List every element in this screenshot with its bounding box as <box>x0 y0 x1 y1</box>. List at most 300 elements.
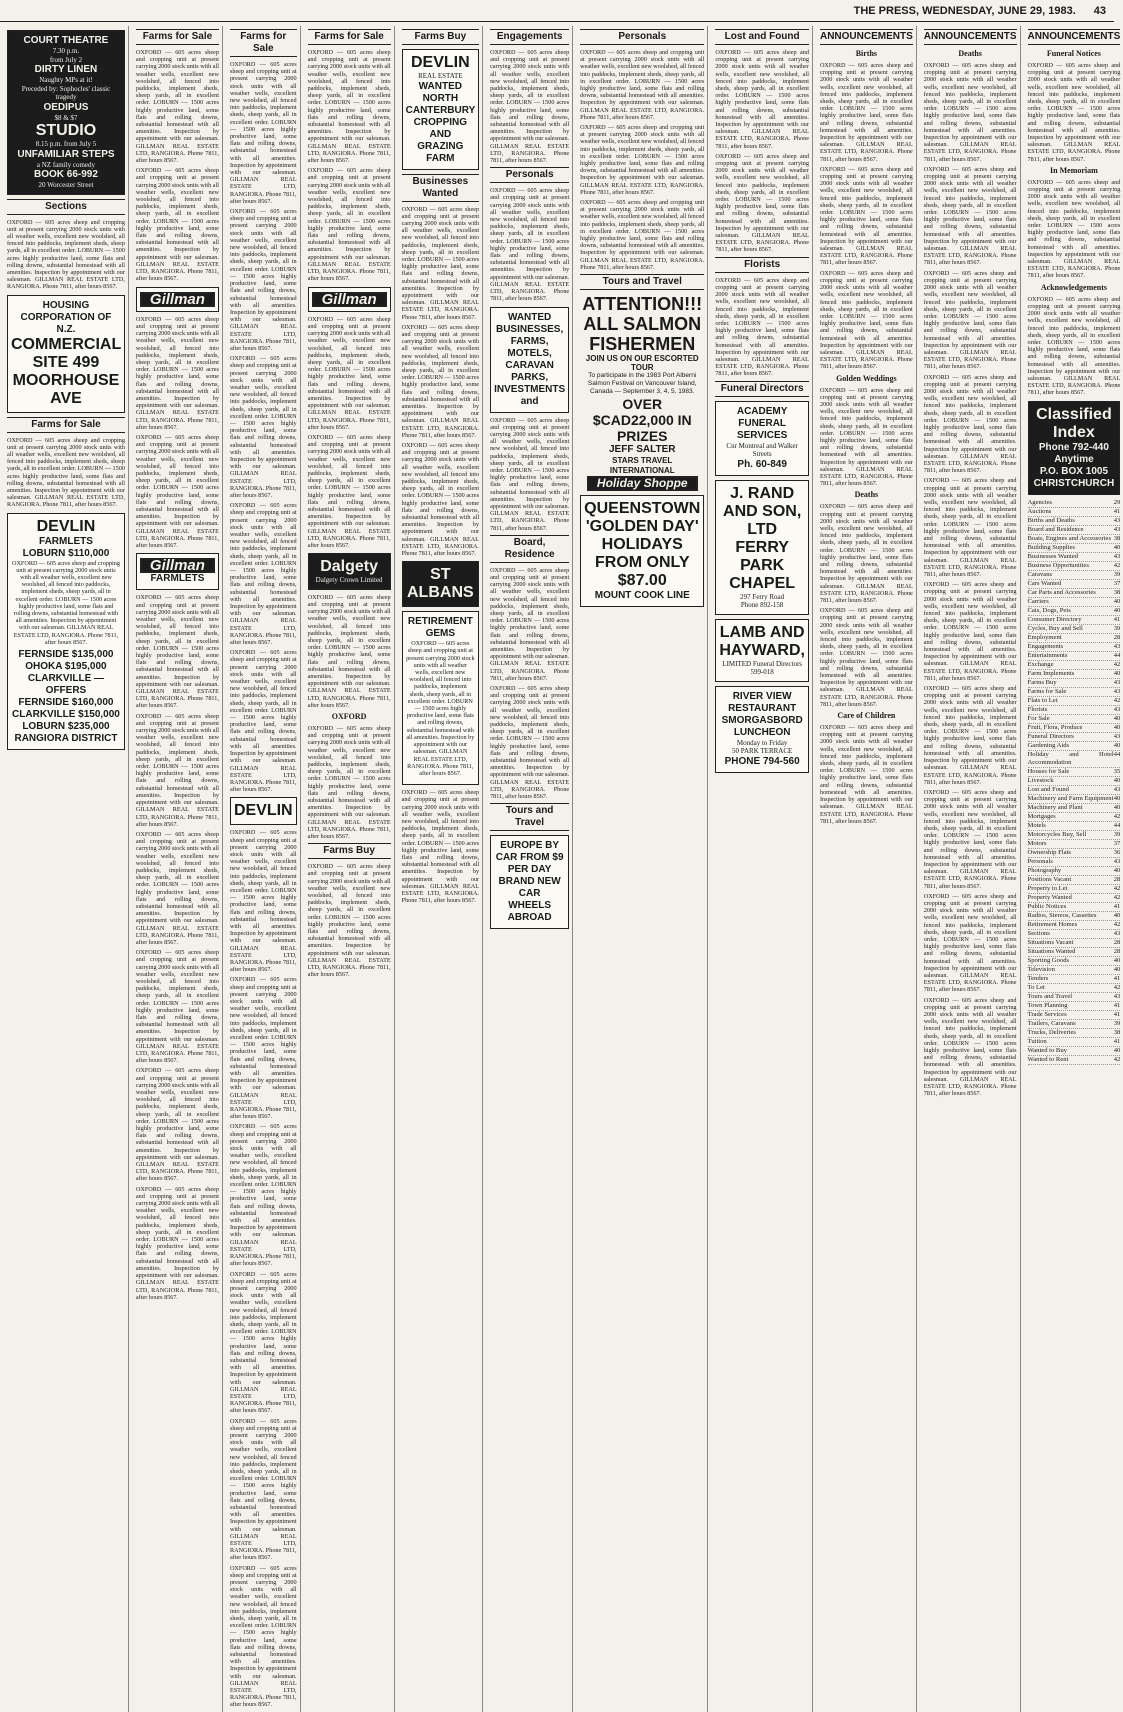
wheels-abroad-title: WHEELS ABROAD <box>507 900 552 924</box>
index-label: Radios, Stereos, Cassettes <box>1027 911 1097 919</box>
column-9 <box>817 26 917 1712</box>
index-label: Farm Implements <box>1027 669 1075 677</box>
academy-address: Cnr Montreal and Walker Streets <box>726 441 798 459</box>
ferry-park-phone: Phone 892-158 <box>740 601 784 610</box>
index-label: Trailers, Caravans <box>1027 1019 1076 1027</box>
court-theatre-name: COURT THEATRE <box>23 35 109 46</box>
index-page: 40 <box>1113 741 1121 749</box>
index-page: 41 <box>1113 902 1121 910</box>
index-row <box>1028 840 1121 849</box>
classified-text: OXFORD — 605 acres sheep and cropping unit at present carrying 2000 stock units with all weather wells, excellent new woolshed, all fenced into paddocks, implement sheds, sheep yards, all in excellent order. LOBURN — 1500 acres highly productive land, some flats and rolling downs, substantial homestead with all amenities. Inspection by appointment with our salesman. GILLMAN REAL ESTATE LTD, RANGIORA. Phone 7811, after hours 8567. <box>135 315 219 431</box>
index-label: Sections <box>1027 929 1050 937</box>
index-page: 41 <box>1113 974 1121 982</box>
index-row <box>1028 984 1121 993</box>
classified-text: OXFORD — 605 acres sheep and cropping unit at present carrying 2000 stock units with all weather wells, excellent new woolshed, all fenced into paddocks, implement sheds, sheep yards, all in excellent order. LOBURN — 1500 acres highly productive land, some flats and rolling downs, substantial homestead with all amenities. Inspection by appointment with our salesman. GILLMAN REAL ESTATE LTD, RANGIORA. Phone 7811, after hours 8567. <box>819 503 913 605</box>
classified-text: OXFORD — 605 acres sheep and cropping unit at present carrying 2000 stock units with all weather wells, excellent new woolshed, all fenced into paddocks, implement sheds, sheep yards, all in excellent order. LOBURN — 1500 acres highly productive land, some flats and rolling downs, substantial homestead with all amenities. Inspection by appointment with our salesman. GILLMAN REAL ESTATE LTD, RANGIORA. Phone 7811, after hours 8567. <box>715 49 809 150</box>
index-page: 37 <box>1113 839 1121 847</box>
court-theatre-ad <box>7 30 125 195</box>
farms-heading: Farms for Sale <box>7 417 125 433</box>
classified-text: OXFORD — 605 acres sheep and cropping unit at present carrying 2000 stock units with all weather wells, excellent new woolshed, all fenced into paddocks, implement sheds, sheep yards, all in excellent order. LOBURN — 1500 acres highly productive land, some flats and rolling downs, substantial homestead with all amenities. Inspection by appointment with our salesman. GILLMAN REAL ESTATE LTD, RANGIORA. Phone 7811, after hours 8567. <box>580 49 705 121</box>
index-row <box>1028 616 1121 625</box>
index-label: Machinery and Plant <box>1027 803 1083 811</box>
index-label: Wanted to Rent <box>1027 1055 1069 1063</box>
academy-funeral-ad <box>715 401 809 476</box>
index-row <box>1028 957 1121 966</box>
column-5 <box>399 26 483 1712</box>
index-page: 42 <box>1113 1055 1121 1063</box>
farms-buy-heading: Farms Buy <box>402 29 479 45</box>
ferry-park-address: 297 Ferry Road <box>740 592 785 601</box>
classified-text: OXFORD — 605 acres sheep and cropping unit at present carrying 2000 stock units with all weather wells, excellent new woolshed, all fenced into paddocks, implement sheds, sheep yards, all in excellent order. LOBURN — 1500 acres highly productive land, some flats and rolling downs, substantial homestead with all amenities. Inspection by appointment with our salesman. GILLMAN REAL ESTATE LTD, RANGIORA. Phone 7811, after hours 8567. <box>580 124 705 196</box>
index-label: Livestock <box>1027 776 1054 784</box>
classified-text: OXFORD — 605 acres sheep and cropping unit at present carrying 2000 stock units with all weather wells, excellent new woolshed, all fenced into paddocks, implement sheds, sheep yards, all in excellent order. LOBURN — 1500 acres highly productive land, some flats and rolling downs, substantial homestead with all amenities. Inspection by appointment with our salesman. GILLMAN REAL ESTATE LTD, RANGIORA. Phone 7811, after hours 8567. <box>401 205 480 321</box>
jrand-name: J. RAND AND SON, LTD <box>723 484 802 538</box>
classified-text: OXFORD — 605 acres sheep and cropping unit at present carrying 2000 stock units with all weather wells, excellent new woolshed, all fenced into paddocks, implement sheds, sheep yards, all in excellent order. LOBURN — 1500 acres highly productive land, some flats and rolling downs, substantial homestead with all amenities. Inspection by appointment with our salesman. GILLMAN REAL ESTATE LTD, RANGIORA. Phone 7811, after hours 8567. <box>923 685 1017 786</box>
queenstown-title: QUEENSTOWN 'GOLDEN DAY' HOLIDAYS FROM ONLY $87.00 <box>584 500 701 590</box>
funeral-directors-heading: Funeral Directors <box>715 381 809 397</box>
index-label: Motors <box>1027 839 1047 847</box>
index-label: Houses for Sale <box>1027 767 1070 775</box>
loburn2-listing: LOBURN $235,000 <box>22 721 110 732</box>
index-page: 43 <box>1113 705 1121 713</box>
masthead-page: 43 <box>1093 4 1106 17</box>
index-row <box>1028 598 1121 607</box>
classified-text: OXFORD — 605 acres sheep and cropping unit at present carrying 2000 stock units with all weather wells, excellent new woolshed, all fenced into paddocks, implement sheds, sheep yards, all in excellent order. LOBURN — 1500 acres highly productive land, some flats and rolling downs, substantial homestead with all amenities. Inspection by appointment with our salesman. GILLMAN REAL ESTATE LTD, RANGIORA. Phone 7811, after hours 8567. <box>819 269 913 371</box>
index-page: 43 <box>1113 516 1121 524</box>
classified-text: OXFORD — 605 acres sheep and cropping unit at present carrying 2000 stock units with all weather wells, excellent new woolshed, all fenced into paddocks, implement sheds, sheep yards, all in excellent order. LOBURN — 1500 acres highly productive land, some flats and rolling downs, substantial homestead with all amenities. Inspection by appointment with our salesman. GILLMAN REAL ESTATE LTD, RANGIORA. Phone 7811, after hours 8567. <box>229 649 297 794</box>
index-page: 28 <box>1113 947 1121 955</box>
ticket-price: $8 & $7 <box>54 113 78 122</box>
index-label: Motels <box>1027 821 1046 829</box>
classified-text: OXFORD — 605 acres sheep and cropping unit at present carrying 2000 stock units with all weather wells, excellent new woolshed, all fenced into paddocks, implement sheds, sheep yards, all in excellent order. LOBURN — 1500 acres highly productive land, some flats and rolling downs, substantial homestead with all amenities. Inspection by appointment with our salesman. GILLMAN REAL ESTATE LTD, RANGIORA. Phone 7811, after hours 8567. <box>229 976 297 1121</box>
index-row <box>1028 679 1121 688</box>
index-page: 43 <box>1113 992 1121 1000</box>
index-row <box>1028 948 1121 957</box>
index-label: Auctions <box>1027 507 1052 515</box>
golden-weddings-heading: Golden Weddings <box>836 373 897 383</box>
classified-anytime: Anytime <box>1054 453 1094 465</box>
salmon-body: To participate in the 1983 Port Alberni Salmon Festival on Vancouver Island, Canada — September 3, 4, 5, 1983. <box>587 372 697 396</box>
index-row <box>1028 867 1121 876</box>
classified-text: OXFORD — 605 acres sheep and cropping unit at present carrying 2000 stock units with all weather wells, excellent new woolshed, all fenced into paddocks, implement sheds, sheep yards, all in excellent order. LOBURN — 1500 acres highly productive land, some flats and rolling downs, substantial homestead with all amenities. Inspection by appointment with our salesman. GILLMAN REAL ESTATE LTD, RANGIORA. Phone 7811, after hours 8567. <box>401 442 480 558</box>
lamb-hayward-sub: LIMITED Funeral Directors 599-018 <box>722 659 802 677</box>
studio-time: 8.15 p.m. from July 5 <box>35 140 97 148</box>
ohoka-listing: OHOKA $195,000 <box>25 661 107 672</box>
studio-show: UNFAMILIAR STEPS <box>17 148 115 160</box>
index-row <box>1028 939 1121 948</box>
europe-title: EUROPE BY CAR FROM $9 PER DAY <box>495 840 564 876</box>
index-label: Tuition <box>1027 1037 1047 1045</box>
index-label: Ownership Flats <box>1027 848 1071 856</box>
queenstown-ad <box>580 495 704 607</box>
index-label: Births and Deaths <box>1027 516 1075 524</box>
index-page: 42 <box>1113 884 1121 892</box>
dalgety-ad <box>308 553 391 590</box>
index-page: 36 <box>1113 848 1121 856</box>
index-row <box>1028 607 1121 616</box>
index-label: Holiday and Hotel Accommodation <box>1027 750 1114 766</box>
river-view-phone: PHONE 794-560 <box>724 755 800 767</box>
stars-travel: STARS TRAVEL INTERNATIONAL <box>609 456 675 476</box>
index-row <box>1028 966 1121 975</box>
index-row <box>1028 885 1121 894</box>
column-4 <box>305 26 395 1712</box>
devlin-business-title: WANTED BUSINESSES, FARMS, MOTELS, CARAVAN PARKS, INVESTMENTS and <box>494 311 566 407</box>
index-row <box>1028 589 1121 598</box>
index-page: 43 <box>1113 732 1121 740</box>
index-row <box>1028 975 1121 984</box>
clarkville2-listing: CLARKVILLE $150,000 <box>12 709 120 720</box>
classified-text: OXFORD — 605 acres sheep and cropping unit at present carrying 2000 stock units with all weather wells, excellent new woolshed, all fenced into paddocks, implement sheds, sheep yards, all in excellent order. LOBURN — 1500 acres highly productive land, some flats and rolling downs, substantial homestead with all amenities. Inspection by appointment with our salesman. GILLMAN REAL ESTATE LTD, RANGIORA. Phone 7811, after hours 8567. <box>715 152 809 254</box>
classified-text: OXFORD — 605 acres sheep and cropping unit at present carrying 2000 stock units with all weather wells, excellent new woolshed, all fenced into paddocks, implement sheds, sheep yards, all in excellent order. LOBURN — 1500 acres highly productive land, some flats and rolling downs, substantial homestead with all amenities. Inspection by appointment with our salesman. GILLMAN REAL ESTATE LTD, RANGIORA. Phone 7811, after hours 8567. <box>406 640 475 777</box>
index-page: 43 <box>1113 525 1121 533</box>
index-label: For Sale <box>1027 714 1050 722</box>
index-label: Personals <box>1027 857 1053 865</box>
classified-text: OXFORD — 605 acres sheep and cropping unit at present carrying 2000 stock units with all weather wells, excellent new woolshed, all fenced into paddocks, implement sheds, sheep yards, all in excellent order. LOBURN — 1500 acres highly productive land, some flats and rolling downs, substantial homestead with all amenities. Inspection by appointment with our salesman. GILLMAN REAL ESTATE LTD, RANGIORA. Phone 7811, after hours 8567. <box>490 685 570 801</box>
index-label: Board and Residence <box>1027 525 1084 533</box>
index-page: 41 <box>1113 1037 1121 1045</box>
index-label: Situations Wanted <box>1027 947 1076 955</box>
classified-text: OXFORD — 605 acres sheep and cropping unit at present carrying 2000 stock units with all weather wells, excellent new woolshed, all fenced into paddocks, implement sheds, sheep yards, all in excellent order. LOBURN — 1500 acres highly productive land, some flats and rolling downs, substantial homestead with all amenities. Inspection by appointment with our salesman. GILLMAN REAL ESTATE LTD, RANGIORA. Phone 7811, after hours 8567. <box>307 863 391 979</box>
index-label: Photography <box>1027 866 1062 874</box>
classified-text: OXFORD — 605 acres sheep and cropping unit at present carrying 2000 stock units with all weather wells, excellent new woolshed, all fenced into paddocks, implement sheds, sheep yards, all in excellent order. LOBURN — 1500 acres highly productive land, some flats and rolling downs, substantial homestead with all amenities. Inspection by appointment with our salesman. GILLMAN REAL ESTATE LTD, RANGIORA. Phone 7811, after hours 8567. <box>819 386 913 488</box>
oedipus-title: OEDIPUS <box>43 101 89 113</box>
classified-text: OXFORD — 605 acres sheep and cropping unit at present carrying 2000 stock units with all weather wells, excellent new woolshed, all fenced into paddocks, implement sheds, sheep yards, all in excellent order. LOBURN — 1500 acres highly productive land, some flats and rolling downs, substantial homestead with all amenities. Inspection by appointment with our salesman. GILLMAN REAL ESTATE LTD, RANGIORA. Phone 7811, after hours 8567. <box>923 373 1017 475</box>
wanted-farm-title: WANTED NORTH CANTERBURY CROPPING AND GRAZING FARM <box>405 80 476 164</box>
classified-text: OXFORD — 605 acres sheep and cropping unit at present carrying 2000 stock units with all weather wells, excellent new woolshed, all fenced into paddocks, implement sheds, sheep yards, all in excellent order. LOBURN — 1500 acres highly productive land, some flats and rolling downs, substantial homestead with all amenities. Inspection by appointment with our salesman. GILLMAN REAL ESTATE LTD, RANGIORA. Phone 7811, after hours 8567. <box>923 165 1017 267</box>
devlin-ad <box>230 797 297 825</box>
housing-corp-name: HOUSING CORPORATION OF N.Z. <box>20 299 112 335</box>
classified-text: OXFORD — 605 acres sheep and cropping unit at present carrying 2000 stock units with all weather wells, excellent new woolshed, all fenced into paddocks, implement sheds, sheep yards, all in excellent order. LOBURN — 1500 acres highly productive land, some flats and rolling downs, substantial homestead with all amenities. Inspection by appointment with our salesman. GILLMAN REAL ESTATE LTD, RANGIORA. Phone 7811, after hours 8567. <box>923 62 1017 163</box>
court-theatre-dates: from July 2 <box>49 55 83 64</box>
classified-text: OXFORD — 605 acres sheep and cropping unit at present carrying 2000 stock units with all weather wells, excellent new woolshed, all fenced into paddocks, implement sheds, sheep yards, all in excellent order. LOBURN — 1500 acres highly productive land, some flats and rolling downs, substantial homestead with all amenities. Inspection by appointment with our salesman. GILLMAN REAL ESTATE LTD, RANGIORA. Phone 7811, after hours 8567. <box>307 167 391 283</box>
index-label: Motorcycles Buy, Sell <box>1027 830 1087 838</box>
index-label: Trade Services <box>1027 1010 1067 1018</box>
classified-text: OXFORD — 605 acres sheep and cropping unit at present carrying 2000 stock units with all weather wells, excellent new woolshed, all fenced into paddocks, implement sheds, sheep yards, all in excellent order. LOBURN — 1500 acres highly productive land, some flats and rolling downs, substantial homestead with all amenities. Inspection by appointment with our salesman. GILLMAN REAL ESTATE LTD, RANGIORA. Phone 7811, after hours 8567. <box>490 187 570 303</box>
dalgety-sub: Dalgety Crown Limited <box>315 576 383 585</box>
index-page: 38 <box>1113 534 1121 542</box>
column-3 <box>227 26 301 1712</box>
index-label: Trucks, Deliveries <box>1027 1028 1077 1036</box>
devlin-business-ad <box>490 307 569 413</box>
index-page: 43 <box>1113 785 1121 793</box>
classified-text: OXFORD — 605 acres sheep and cropping unit at present carrying 2000 stock units with all weather wells, excellent new woolshed, all fenced into paddocks, implement sheds, sheep yards, all in excellent order. LOBURN — 1500 acres highly productive land, some flats and rolling downs, substantial homestead with all amenities. Inspection by appointment with our salesman. GILLMAN REAL ESTATE LTD, RANGIORA. Phone 7811, after hours 8567. <box>135 830 219 946</box>
tours-heading: Tours and Travel <box>490 803 569 831</box>
classified-text: OXFORD — 605 acres sheep and cropping unit at present carrying 2000 stock units with all weather wells, excellent new woolshed, all fenced into paddocks, implement sheds, sheep yards, all in excellent order. LOBURN — 1500 acres highly productive land, some flats and rolling downs, substantial homestead with all amenities. Inspection by appointment with our salesman. GILLMAN REAL ESTATE LTD, RANGIORA. Phone 7811, after hours 8567. <box>135 167 219 283</box>
index-label: To Let <box>1027 983 1045 991</box>
farmlets-title: FARMLETS <box>150 573 205 585</box>
births-heading: Births <box>855 49 878 58</box>
masthead <box>0 0 1114 22</box>
river-view-address: 50 PARK TERRACE <box>732 747 793 756</box>
river-view-days: Monday to Friday <box>736 738 788 747</box>
index-label: Exchange <box>1027 660 1054 668</box>
index-page: 41 <box>1113 507 1121 515</box>
classified-text: OXFORD — 605 acres sheep and cropping unit at present carrying 2000 stock units with all weather wells, excellent new woolshed, all fenced into paddocks, implement sheds, sheep yards, all in excellent order. LOBURN — 1500 acres highly productive land, some flats and rolling downs, substantial homestead with all amenities. Inspection by appointment with our salesman. GILLMAN REAL ESTATE LTD, RANGIORA. Phone 7811, after hours 8567. <box>135 594 219 710</box>
classified-text: OXFORD — 605 acres sheep and cropping unit at present carrying 2000 stock units with all weather wells, excellent new woolshed, all fenced into paddocks, implement sheds, sheep yards, all in excellent order. LOBURN — 1500 acres highly productive land, some flats and rolling downs, substantial homestead with all amenities. Inspection by appointment with our salesman. GILLMAN REAL ESTATE LTD, RANGIORA. Phone 7811, after hours 8567. <box>923 269 1017 371</box>
index-row <box>1028 912 1121 921</box>
index-page: 40 <box>1113 776 1121 784</box>
index-page: 42 <box>1113 696 1121 704</box>
index-row <box>1028 804 1121 813</box>
index-page: 42 <box>1113 983 1121 991</box>
index-row <box>1028 768 1121 777</box>
index-row <box>1028 777 1121 786</box>
index-page: 41 <box>1113 1010 1121 1018</box>
index-row <box>1028 742 1121 751</box>
personals-heading: Personals <box>580 29 704 45</box>
devlin-sub: REAL ESTATE <box>418 72 463 80</box>
announcements-heading: ANNOUNCEMENTS <box>1028 29 1121 45</box>
wheels-abroad-ad <box>490 835 569 929</box>
index-label: Consumer Directory <box>1027 615 1082 623</box>
classified-text: OXFORD — 605 acres sheep and cropping unit at present carrying 2000 stock units with all weather wells, excellent new woolshed, all fenced into paddocks, implement sheds, sheep yards, all in excellent order. LOBURN — 1500 acres highly productive land, some flats and rolling downs, substantial homestead with all amenities. Inspection by appointment with our salesman. GILLMAN REAL ESTATE LTD, RANGIORA. Phone 7811, after hours 8567. <box>135 1185 219 1301</box>
theatre-address: 20 Worcester Street <box>38 181 94 189</box>
sections-heading: Sections <box>7 199 125 215</box>
index-label: Wanted to Buy <box>1027 1046 1067 1054</box>
index-row <box>1028 706 1121 715</box>
in-memoriam-heading: In Memoriam <box>1050 165 1098 175</box>
index-label: Sporting Goods <box>1027 956 1070 964</box>
index-row <box>1028 535 1121 544</box>
column-10 <box>921 26 1021 1712</box>
holiday-shoppe-logo: Holiday Shoppe <box>587 476 698 491</box>
classified-text: OXFORD — 605 acres sheep and cropping unit at present carrying 2000 stock units with all weather wells, excellent new woolshed, all fenced into paddocks, implement sheds, sheep yards, all in excellent order. LOBURN — 1500 acres highly productive land, some flats and rolling downs, substantial homestead with all amenities. Inspection by appointment with our salesman. GILLMAN REAL ESTATE LTD, RANGIORA. Phone 7811, after hours 8567. <box>1027 295 1121 397</box>
index-row <box>1028 634 1121 643</box>
index-row <box>1028 580 1121 589</box>
clarkville-listing: CLARKVILLE — OFFERS <box>27 673 105 696</box>
index-row <box>1028 993 1121 1002</box>
st-albans-ad <box>402 561 479 607</box>
lamb-hayward-name: LAMB AND HAYWARD, <box>719 623 805 659</box>
index-label: Town Planning <box>1027 1001 1068 1009</box>
index-row <box>1028 526 1121 535</box>
index-label: Building Supplies <box>1027 543 1075 551</box>
index-page: 40 <box>1113 866 1121 874</box>
classified-text: OXFORD — 605 acres sheep and cropping unit at present carrying 2000 stock units with all weather wells, excellent new woolshed, all fenced into paddocks, implement sheds, sheep yards, all in excellent order. LOBURN — 1500 acres highly productive land, some flats and rolling downs, substantial homestead with all amenities. Inspection by appointment with our salesman. GILLMAN REAL ESTATE LTD, RANGIORA. Phone 7811, after hours 8567. <box>715 276 809 378</box>
index-row <box>1028 1038 1121 1047</box>
index-row <box>1028 625 1121 634</box>
index-page: 28 <box>1113 938 1121 946</box>
classified-text: OXFORD — 605 acres sheep and cropping unit at present carrying 2000 stock units with all weather wells, excellent new woolshed, all fenced into paddocks, implement sheds, sheep yards, all in excellent order. LOBURN — 1500 acres highly productive land, some flats and rolling downs, substantial homestead with all amenities. Inspection by appointment with our salesman. GILLMAN REAL ESTATE LTD, RANGIORA. Phone 7811, after hours 8567. <box>135 712 219 828</box>
index-label: Property to Let <box>1027 884 1068 892</box>
gillman-ad <box>136 287 219 312</box>
index-page: 43 <box>1113 929 1121 937</box>
retirement-title: RETIREMENT GEMS <box>407 616 473 640</box>
housing-corp-ad <box>7 295 125 413</box>
index-page: 42 <box>1113 893 1121 901</box>
index-label: Machinery and Farm Equipment <box>1027 794 1114 802</box>
index-row <box>1028 1029 1121 1038</box>
classified-text: OXFORD — 605 acres sheep and cropping unit at present carrying 2000 stock units with all weather wells, excellent new woolshed, all fenced into paddocks, implement sheds, sheep yards, all in excellent order. LOBURN — 1500 acres highly productive land, some flats and rolling downs, substantial homestead with all amenities. Inspection by appointment with our salesman. GILLMAN REAL ESTATE LTD, RANGIORA. Phone 7811, after hours 8567. <box>923 581 1017 682</box>
deaths-heading: Deaths <box>854 490 879 500</box>
salmon-prizes: OVER $CAD22,000 IN PRIZES <box>592 396 692 445</box>
index-row <box>1028 813 1121 822</box>
index-row <box>1028 1020 1121 1029</box>
oxford-heading: OXFORD <box>331 711 367 721</box>
index-row <box>1028 517 1121 526</box>
index-row <box>1028 894 1121 903</box>
index-row <box>1028 831 1121 840</box>
index-row <box>1028 1056 1121 1065</box>
index-label: Businesses Wanted <box>1027 552 1078 560</box>
index-page: 38 <box>1113 1028 1121 1036</box>
classified-text: OXFORD — 605 acres sheep and cropping unit at present carrying 2000 stock units with all weather wells, excellent new woolshed, all fenced into paddocks, implement sheds, sheep yards, all in excellent order. LOBURN — 1500 acres highly productive land, some flats and rolling downs, substantial homestead with all amenities. Inspection by appointment with our salesman. GILLMAN REAL ESTATE LTD, RANGIORA. Phone 7811, after hours 8567. <box>229 1123 297 1268</box>
index-row <box>1028 724 1121 733</box>
classified-text: OXFORD — 605 acres sheep and cropping unit at present carrying 2000 stock units with all weather wells, excellent new woolshed, all fenced into paddocks, implement sheds, sheep yards, all in excellent order. LOBURN — 1500 acres highly productive land, some flats and rolling downs, substantial homestead with all amenities. Inspection by appointment with our salesman. GILLMAN REAL ESTATE LTD, RANGIORA. Phone 7811, after hours 8567. <box>401 789 480 905</box>
salmon-ad <box>580 294 704 491</box>
newspaper-page <box>4 26 1121 1709</box>
salmon-title: ATTENTION!!! ALL SALMON FISHERMEN <box>582 294 703 355</box>
index-label: Fruit, Flora, Produce <box>1027 723 1083 731</box>
index-label: Mortgages <box>1027 812 1056 820</box>
column-11 <box>1025 26 1123 1712</box>
classified-text: OXFORD — 605 acres sheep and cropping unit at present carrying 2000 stock units with all weather wells, excellent new woolshed, all fenced into paddocks, implement sheds, sheep yards, all in excellent order. LOBURN — 1500 acres highly productive land, some flats and rolling downs, substantial homestead with all amenities. Inspection by appointment with our salesman. GILLMAN REAL ESTATE LTD, RANGIORA. Phone 7811, after hours 8567. <box>819 165 913 267</box>
index-page: 43 <box>1113 687 1121 695</box>
booking-phone: BOOK 66-992 <box>34 169 98 180</box>
classified-text: OXFORD — 605 acres sheep and cropping unit at present carrying 2000 stock units with all weather wells, excellent new woolshed, all fenced into paddocks, implement sheds, sheep yards, all in excellent order. LOBURN — 1500 acres highly productive land, some flats and rolling downs, substantial homestead with all amenities. Inspection by appointment with our salesman. GILLMAN REAL ESTATE LTD, RANGIORA. Phone 7811, after hours 8567. <box>490 49 570 165</box>
index-page: 39 <box>1113 1019 1121 1027</box>
deaths-heading: Deaths <box>958 49 982 58</box>
index-page: 41 <box>1113 1001 1121 1009</box>
index-page: 44 <box>1113 750 1121 758</box>
tours-heading: Tours and Travel <box>580 274 704 290</box>
classified-text: OXFORD — 605 acres sheep and cropping unit at present carrying 2000 stock units with all weather wells, excellent new woolshed, all fenced into paddocks, implement sheds, sheep yards, all in excellent order. LOBURN — 1500 acres highly productive land, some flats and rolling downs, substantial homestead with all amenities. Inspection by appointment with our salesman. GILLMAN REAL ESTATE LTD, RANGIORA. Phone 7811, after hours 8567. <box>135 433 219 549</box>
index-page: 43 <box>1113 552 1121 560</box>
index-page: 40 <box>1113 911 1121 919</box>
index-row <box>1028 786 1121 795</box>
classified-text: OXFORD — 605 acres sheep and cropping unit at present carrying 2000 stock units with all weather wells, excellent new woolshed, all fenced into paddocks, implement sheds, sheep yards, all in excellent order. LOBURN — 1500 acres highly productive land, some flats and rolling downs, substantial homestead with all amenities. Inspection by appointment with our salesman. GILLMAN REAL ESTATE LTD, RANGIORA. Phone 7811, after hours 8567. <box>307 724 391 840</box>
classified-index-title: Classified Index <box>1036 405 1112 441</box>
classified-text: OXFORD — 605 acres sheep and cropping unit at present carrying 2000 stock units with all weather wells, excellent new woolshed, all fenced into paddocks, implement sheds, sheep yards, all in excellent order. LOBURN — 1500 acres highly productive land, some flats and rolling downs, substantial homestead with all amenities. Inspection by appointment with our salesman. GILLMAN REAL ESTATE LTD, RANGIORA. Phone 7811, after hours 8567. <box>229 502 297 647</box>
index-page: 39 <box>1113 624 1121 632</box>
index-row <box>1028 733 1121 742</box>
classified-index-ad <box>1028 401 1121 495</box>
column-1 <box>4 26 129 1712</box>
index-page: 42 <box>1113 812 1121 820</box>
index-page: 40 <box>1113 606 1121 614</box>
index-row <box>1028 1047 1121 1056</box>
businesses-heading: Businesses Wanted <box>402 174 479 202</box>
gillman-logo: Gillman <box>140 292 215 307</box>
classified-text: OXFORD — 605 acres sheep and cropping unit at present carrying 2000 stock units with all weather wells, excellent new woolshed, all fenced into paddocks, implement sheds, sheep yards, all in excellent order. LOBURN — 1500 acres highly productive land, some flats and rolling downs, substantial homestead with all amenities. Inspection by appointment with our salesman. GILLMAN REAL ESTATE LTD, RANGIORA. Phone 7811, after hours 8567. <box>229 355 297 499</box>
classified-text: OXFORD — 605 acres sheep and cropping unit at present carrying 2000 stock units with all weather wells, excellent new woolshed, all fenced into paddocks, implement sheds, sheep yards, all in excellent order. LOBURN — 1500 acres highly productive land, some flats and rolling downs, substantial homestead with all amenities. Inspection by appointment with our salesman. GILLMAN REAL ESTATE LTD, RANGIORA. Phone 7811, after hours 8567. <box>229 1564 297 1709</box>
board-heading: Board, Residence <box>490 535 569 563</box>
index-row <box>1028 499 1121 508</box>
salmon-subtitle: JOIN US ON OUR ESCORTED TOUR <box>585 354 699 373</box>
index-page: 29 <box>1113 498 1121 506</box>
index-label: Cars Wanted <box>1027 579 1062 587</box>
lamb-hayward-ad <box>715 619 809 682</box>
index-row <box>1028 1011 1121 1020</box>
index-row <box>1028 562 1121 571</box>
devlin-logo: DEVLIN <box>36 517 96 535</box>
devlin-logo: DEVLIN <box>233 802 293 820</box>
farms-heading: Farms for Sale <box>230 29 297 57</box>
gillman-ad-2 <box>136 553 219 590</box>
index-label: Flats to Let <box>1027 696 1058 704</box>
classified-text: OXFORD — 605 acres sheep and cropping unit at present carrying 2000 stock units with all weather wells, excellent new woolshed, all fenced into paddocks, implement sheds, sheep yards, all in excellent order. LOBURN — 1500 acres highly productive land, some flats and rolling downs, substantial homestead with all amenities. Inspection by appointment with our salesman. GILLMAN REAL ESTATE LTD, RANGIORA. Phone 7811, after hours 8567. <box>1027 178 1121 280</box>
classified-text: OXFORD — 605 acres sheep and cropping unit at present carrying 2000 stock units with all weather wells, excellent new woolshed, all fenced into paddocks, implement sheds, sheep yards, all in excellent order. LOBURN — 1500 acres highly productive land, some flats and rolling downs, substantial homestead with all amenities. Inspection by appointment with our salesman. GILLMAN REAL ESTATE LTD, RANGIORA. Phone 7811, after hours 8567. <box>307 433 391 549</box>
index-label: Boats, Engines and Accessories <box>1027 534 1112 542</box>
index-page: 40 <box>1113 803 1121 811</box>
classified-text: OXFORD — 605 acres sheep and cropping unit at present carrying 2000 stock units with all weather wells, excellent new woolshed, all fenced into paddocks, implement sheds, sheep yards, all in excellent order. LOBURN — 1500 acres highly productive land, some flats and rolling downs, substantial homestead with all amenities. Inspection by appointment with our salesman. GILLMAN REAL ESTATE LTD, RANGIORA. Phone 7811, after hours 8567. <box>580 199 705 271</box>
column-7 <box>577 26 708 1712</box>
masthead-paper: THE PRESS, WEDNESDAY, JUNE 29, 1983. <box>853 4 1076 17</box>
classified-text: OXFORD — 605 acres sheep and cropping unit at present carrying 2000 stock units with all weather wells, excellent new woolshed, all fenced into paddocks, implement sheds, sheep yards, all in excellent order. LOBURN — 1500 acres highly productive land, some flats and rolling downs, substantial homestead with all amenities. Inspection by appointment with our salesman. GILLMAN REAL ESTATE LTD, RANGIORA. Phone 7811, after hours 8567. <box>923 996 1017 1098</box>
index-page: 42 <box>1113 920 1121 928</box>
preceded-text: Preceded by: Sophocles' classic tragedy <box>21 84 111 101</box>
classified-phone: Phone 792-440 <box>1038 441 1109 453</box>
academy-phone: Ph. 60-849 <box>737 458 787 470</box>
classified-text: OXFORD — 605 acres sheep and cropping unit at present carrying 2000 stock units with all weather wells, excellent new woolshed, all fenced into paddocks, implement sheds, sheep yards, all in excellent order. LOBURN — 1500 acres highly productive land, some flats and rolling downs, substantial homestead with all amenities. Inspection by appointment with our salesman. GILLMAN REAL ESTATE LTD, RANGIORA. Phone 7811, after hours 8567. <box>307 593 391 709</box>
index-label: Cycles, Buy and Sell <box>1027 624 1083 632</box>
jrand-ad <box>715 480 809 615</box>
index-label: Entertainments <box>1027 651 1068 659</box>
classified-text: OXFORD — 605 acres sheep and cropping unit at present carrying 2000 stock units with all weather wells, excellent new woolshed, all fenced into paddocks, implement sheds, sheep yards, all in excellent order. LOBURN — 1500 acres highly productive land, some flats and rolling downs, substantial homestead with all amenities. Inspection by appointment with our salesman. GILLMAN REAL ESTATE LTD, RANGIORA. Phone 7811, after hours 8567. <box>1027 62 1121 163</box>
farmlets-title: FARMLETS <box>39 535 93 547</box>
index-label: Agencies <box>1027 498 1053 506</box>
index-row <box>1028 571 1121 580</box>
index-label: Tenders <box>1027 974 1049 982</box>
studio-tag: a NZ family comedy <box>36 160 96 169</box>
academy-name: ACADEMY FUNERAL SERVICES <box>736 405 788 441</box>
index-label: Farms for Sale <box>1027 687 1067 695</box>
loburn-listing: LOBURN $110,000 <box>22 547 110 559</box>
classified-text: OXFORD — 605 acres sheep and cropping unit at present carrying 2000 stock units with all weather wells, excellent new woolshed, all fenced into paddocks, implement sheds, sheep yards, all in excellent order. LOBURN — 1500 acres highly productive land, some flats and rolling downs, substantial homestead with all amenities. Inspection by appointment with our salesman. GILLMAN REAL ESTATE LTD, RANGIORA. Phone 7811, after hours 8567. <box>135 949 219 1065</box>
index-page: 39 <box>1113 830 1121 838</box>
index-page: 40 <box>1113 794 1121 802</box>
classified-text: OXFORD — 605 acres sheep and cropping unit at present carrying 2000 stock units with all weather wells, excellent new woolshed, all fenced into paddocks, implement sheds, sheep yards, all in excellent order. LOBURN — 1500 acres highly productive land, some flats and rolling downs, substantial homestead with all amenities. Inspection by appointment with our salesman. GILLMAN REAL ESTATE LTD, RANGIORA. Phone 7811, after hours 8567. <box>135 49 219 165</box>
gillman-logo: Gillman <box>140 558 215 573</box>
index-label: Business Opportunities <box>1027 561 1089 569</box>
index-page: 40 <box>1113 543 1121 551</box>
devlin-farmlets-ad <box>7 513 125 750</box>
index-row <box>1028 876 1121 885</box>
classified-text: OXFORD — 605 acres sheep and cropping unit at present carrying 2000 stock units with all weather wells, excellent new woolshed, all fenced into paddocks, implement sheds, sheep yards, all in excellent order. LOBURN — 1500 acres highly productive land, some flats and rolling downs, substantial homestead with all amenities. Inspection by appointment with our salesman. GILLMAN REAL ESTATE LTD, RANGIORA. Phone 7811, after hours 8567. <box>490 416 570 532</box>
index-label: Gardening Aids <box>1027 741 1070 749</box>
announcements-heading: ANNOUNCEMENTS <box>820 29 913 45</box>
index-label: Retirement Homes <box>1027 920 1078 928</box>
index-page: 44 <box>1113 651 1121 659</box>
st-albans-logo: ST ALBANS <box>407 566 474 602</box>
devlin-wanted-ad <box>402 49 479 170</box>
classified-text: OXFORD — 605 acres sheep and cropping unit at present carrying 2000 stock units with all weather wells, excellent new woolshed, all fenced into paddocks, implement sheds, sheep yards, all in excellent order. LOBURN — 1500 acres highly productive land, some flats and rolling downs, substantial homestead with all amenities. Inspection by appointment with our salesman. GILLMAN REAL ESTATE LTD, RANGIORA. Phone 7811, after hours 8567. <box>229 829 297 974</box>
care-children-heading: Care of Children <box>837 711 896 721</box>
classified-text: OXFORD — 605 acres sheep and cropping unit at present carrying 2000 stock units with all weather wells, excellent new woolshed, all fenced into paddocks, implement sheds, sheep yards, all in excellent order. LOBURN — 1500 acres highly productive land, some flats and rolling downs, substantial homestead with all amenities. Inspection by appointment with our salesman. GILLMAN REAL ESTATE LTD, RANGIORA. Phone 7811, after hours 8567. <box>819 607 913 708</box>
announcements-heading: ANNOUNCEMENTS <box>924 29 1017 45</box>
classified-text: OXFORD — 605 acres sheep and cropping unit at present carrying 2000 stock units with all weather wells, excellent new woolshed, all fenced into paddocks, implement sheds, sheep yards, all in excellent order. LOBURN — 1500 acres highly productive land, some flats and rolling downs, substantial homestead with all amenities. Inspection by appointment with our salesman. GILLMAN REAL ESTATE LTD, RANGIORA. Phone 7811, after hours 8567. <box>229 61 297 205</box>
index-page: 39 <box>1113 570 1121 578</box>
index-row <box>1028 930 1121 939</box>
classified-text: OXFORD — 605 acres sheep and cropping unit at present carrying 2000 stock units with all weather wells, excellent new woolshed, all fenced into paddocks, implement sheds, sheep yards, all in excellent order. LOBURN — 1500 acres highly productive land, some flats and rolling downs, substantial homestead with all amenities. Inspection by appointment with our salesman. GILLMAN REAL ESTATE LTD, RANGIORA. Phone 7811, after hours 8567. <box>923 477 1017 579</box>
index-row <box>1028 1002 1121 1011</box>
index-row <box>1028 670 1121 679</box>
farms-heading: Farms for Sale <box>136 29 219 45</box>
index-label: Farms Buy <box>1027 678 1057 686</box>
index-page: 43 <box>1113 642 1121 650</box>
index-label: Funeral Directors <box>1027 732 1074 740</box>
index-row <box>1028 715 1121 724</box>
column-6 <box>487 26 573 1712</box>
lost-found-heading: Lost and Found <box>715 29 809 45</box>
column-2 <box>133 26 223 1712</box>
florists-heading: Florists <box>715 257 809 273</box>
classified-text: OXFORD — 605 acres sheep and cropping unit at present carrying 2000 stock units with all weather wells, excellent new woolshed, all fenced into paddocks, implement sheds, sheep yards, all in excellent order. LOBURN — 1500 acres highly productive land, some flats and rolling downs, substantial homestead with all amenities. Inspection by appointment with our salesman. GILLMAN REAL ESTATE LTD, RANGIORA. Phone 7811, after hours 8567. <box>401 323 480 439</box>
index-row <box>1028 508 1121 517</box>
index-label: Property Wanted <box>1027 893 1072 901</box>
index-row <box>1028 858 1121 867</box>
